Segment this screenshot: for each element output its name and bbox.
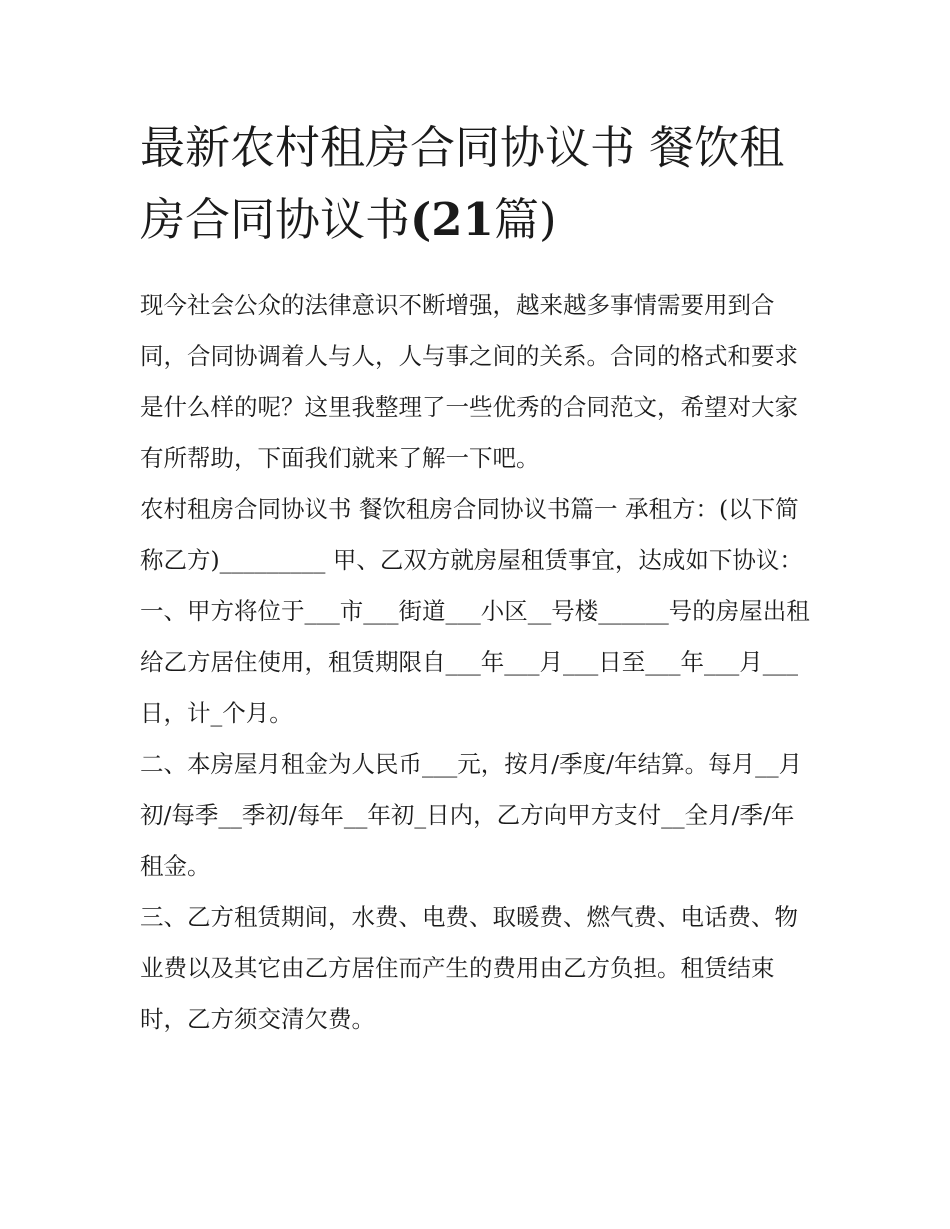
title-suffix: 篇) (493, 193, 557, 246)
title-count: (21 (410, 193, 494, 246)
intro-paragraph: 现今社会公众的法律意识不断增强，越来越多事情需要用到合同，合同协调着人与人，人与事之间的关系。合同的格式和要求是什么样的呢？这里我整理了一些优秀的合同范文，希望对大家有所帮助，下面我们就来了解一下吧。 (140, 291, 798, 472)
clause-1: 一、甲方将位于___市___街道___小区__号楼______号的房屋出租给乙方居住使用，租赁期限自___年___月___日至___年___月___日，计_个月。 (140, 597, 810, 727)
document-body (140, 112, 815, 1045)
document-title (140, 112, 820, 256)
title-text: 最新农村租房合同协议书 餐饮租房合同协议书 (140, 121, 785, 246)
clause-3: 三、乙方租赁期间，水费、电费、取暖费、燃气费、电话费、物业费以及其它由乙方居住而产生的费用由乙方负担。租赁结束时，乙方须交清欠费。 (140, 903, 798, 1033)
contract-preamble: 农村租房合同协议书 餐饮租房合同协议书篇一 承租方：(以下简称乙方)_________ 甲、乙双方就房屋租赁事宜，达成如下协议： (140, 495, 803, 574)
clause-2: 二、本房屋月租金为人民币___元，按月/季度/年结算。每月__月初/每季__季初/每年__年初_日内，乙方向甲方支付__全月/季/年租金。 (140, 750, 803, 880)
